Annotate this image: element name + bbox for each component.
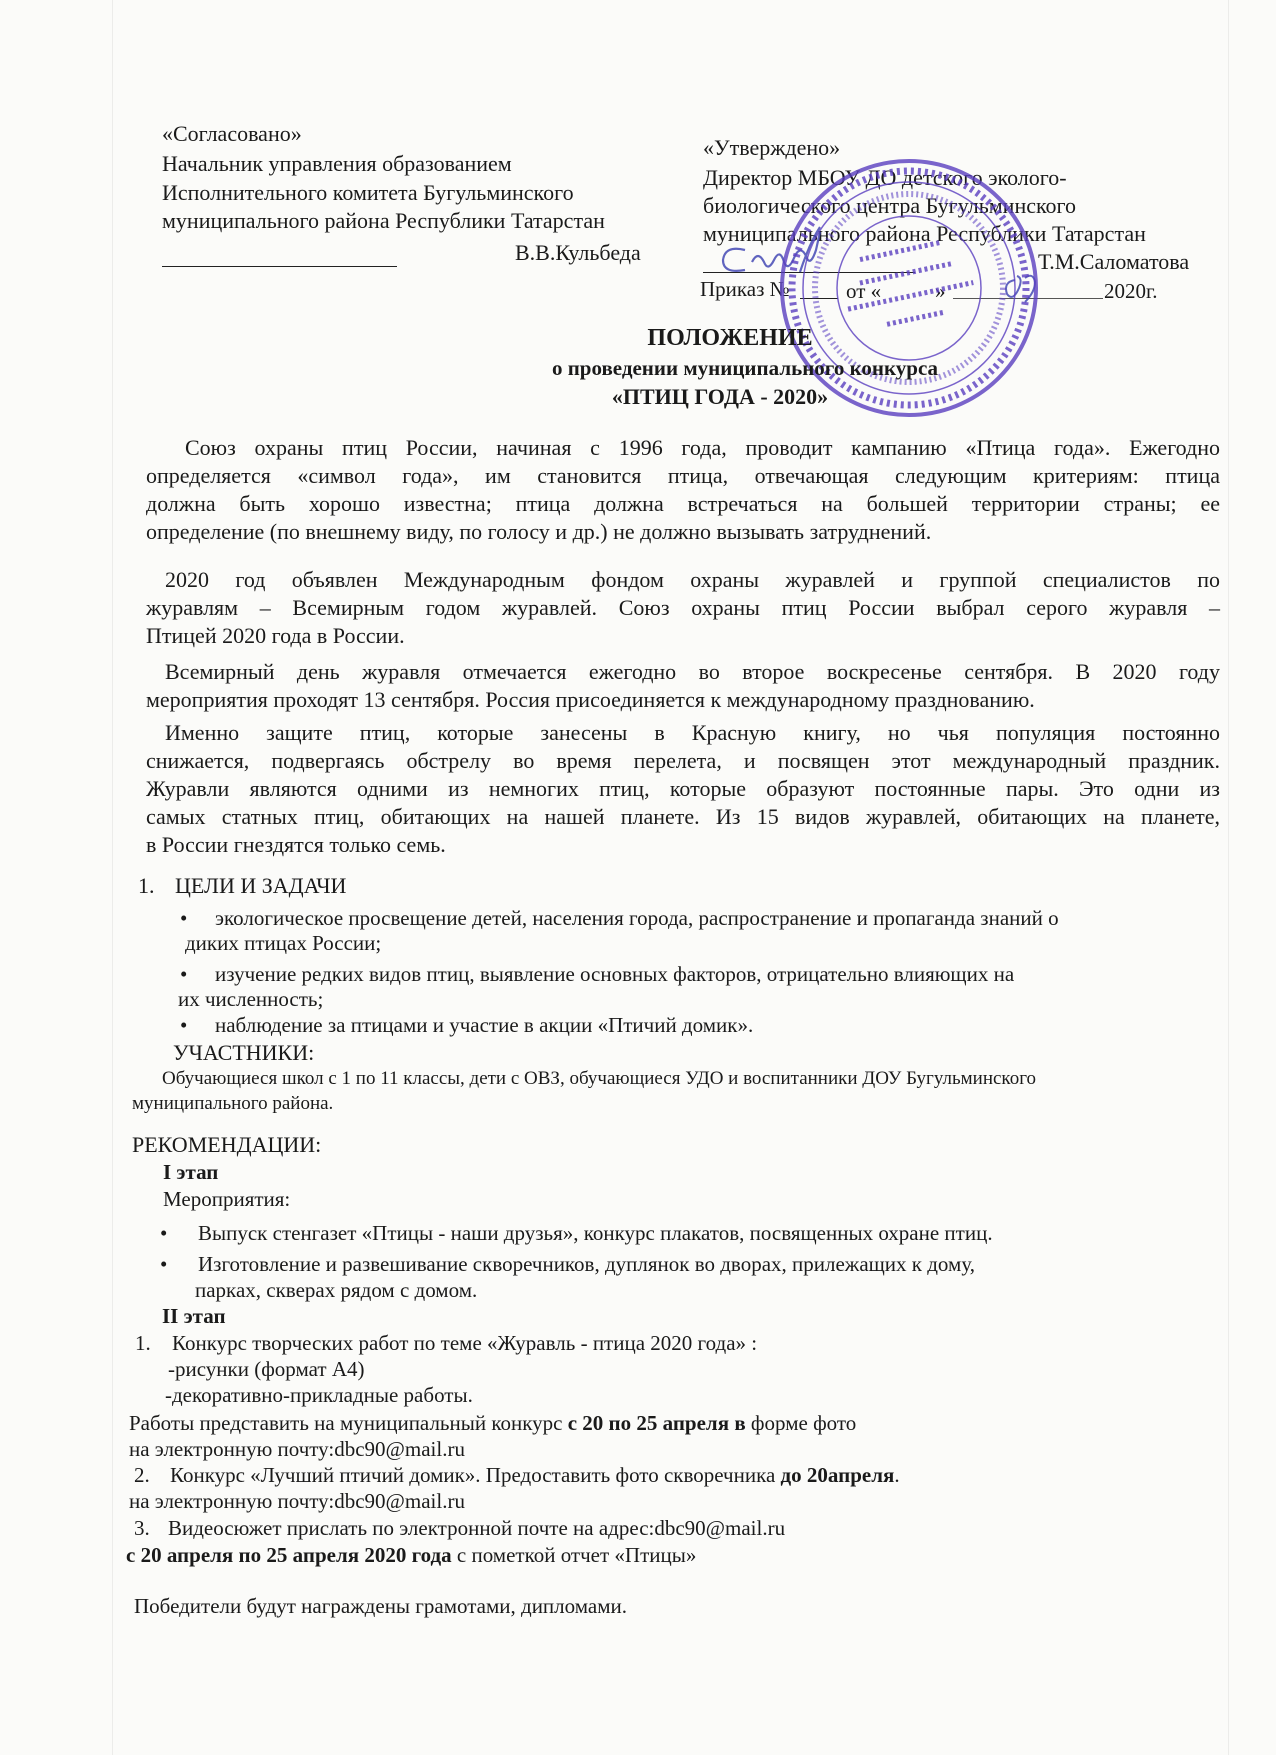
approval-line: Начальник управления образованием — [162, 151, 512, 176]
approval-line: Директор МБОУ ДО детского эколого- — [703, 165, 1067, 190]
text-line: муниципального района. — [132, 1093, 334, 1114]
events-label: Мероприятия: — [163, 1187, 291, 1211]
bold-dates: с 20 по 25 апреля в — [567, 1411, 746, 1435]
text: . — [894, 1463, 900, 1487]
bold-dates: с 20 апреля по 25 апреля 2020 года — [126, 1543, 452, 1567]
list-item: Выпуск стенгазет «Птицы - наши друзья», конкурс плакатов, посвященных охране птиц. — [198, 1221, 993, 1245]
video-dates — [126, 1543, 696, 1567]
email-line: на электронную почту:dbc90@mail.ru — [129, 1437, 465, 1461]
order-year: 2020г. — [1104, 279, 1158, 303]
email-line: на электронную почту:dbc90@mail.ru — [129, 1489, 465, 1513]
text: форме фото — [745, 1411, 857, 1435]
stamp-and-signature — [0, 0, 1276, 500]
list-item: наблюдение за птицами и участие в акции «Птичий домик». — [215, 1013, 754, 1037]
order-prefix: Приказ № — [700, 277, 790, 301]
stage-2-heading: II этап — [162, 1304, 226, 1328]
bullet-icon: • — [180, 962, 188, 986]
order-from: от « — [846, 279, 882, 303]
contest-1-format: -рисунки (формат А4) — [168, 1357, 365, 1381]
list-item: Изготовление и развешивание скворечников, дуплянок во дворах, прилежащих к дому, — [198, 1252, 975, 1276]
approval-label: «Утверждено» — [703, 135, 841, 160]
text-line: Союз охраны птиц России, начиная с 1996 года, проводит кампанию «Птица года». Ежегодно — [185, 435, 1220, 460]
section-number: 1. — [138, 873, 155, 898]
contest-2 — [170, 1463, 900, 1487]
approval-line: муниципального района Республики Татарстан — [162, 208, 605, 233]
order-close: » — [935, 279, 946, 303]
text-line: журавлям – Всемирным годом журавлей. Союз охраны птиц России выбрал серого журавля – — [146, 595, 1220, 620]
bold-deadline: до 20апреля — [780, 1463, 895, 1487]
contest-1-crafts: -декоративно-прикладные работы. — [165, 1383, 473, 1407]
section-heading: РЕКОМЕНДАЦИИ: — [132, 1132, 322, 1157]
bullet-icon: • — [160, 1221, 168, 1245]
contest-1: Конкурс творческих работ по теме «Журавль - птица 2020 года» : — [172, 1331, 758, 1355]
text: с пометкой отчет «Птицы» — [451, 1543, 697, 1567]
list-item-cont: диких птицах России; — [185, 931, 382, 955]
approval-label: «Согласовано» — [162, 121, 302, 146]
list-item-cont: их численность; — [178, 987, 324, 1011]
winners-note: Победители будут награждены грамотами, дипломами. — [134, 1594, 627, 1618]
video-submission: Видеосюжет прислать по электронной почте на адрес:dbc90@mail.ru — [168, 1516, 786, 1540]
stamp-lettering — [838, 238, 978, 332]
approval-line: муниципального района Республики Татарстан — [703, 221, 1146, 246]
text-line: Обучающиеся школ с 1 по 11 классы, дети с ОВЗ, обучающиеся УДО и воспитанники ДОУ Бугульминского — [162, 1068, 1037, 1089]
text-line: определяется «символ года», им становится птица, отвечающая следующим критериям: птица — [146, 463, 1220, 488]
list-item: изучение редких видов птиц, выявление основных факторов, отрицательно влияющих на — [215, 962, 1015, 986]
approval-line: Исполнительного комитета Бугульминского — [162, 180, 574, 205]
bullet-icon: • — [180, 906, 188, 930]
item-number: 3. — [134, 1516, 150, 1540]
text-line: должна быть хорошо известна; птица должна встречаться на большей территории страны; ее — [146, 491, 1220, 516]
title-sub: о проведении муниципального конкурса — [551, 356, 939, 380]
item-number: 1. — [135, 1331, 151, 1355]
text-line: Именно защите птиц, которые занесены в Красную книгу, но чья популяция постоянно — [165, 720, 1220, 745]
text-line: 2020 год объявлен Международным фондом охраны журавлей и группой специалистов по — [165, 567, 1220, 592]
bullet-icon: • — [160, 1252, 168, 1276]
text-line: определение (по внешнему виду, по голосу и др.) не должно вызывать затруднений. — [146, 519, 932, 544]
text: Работы представить на муниципальный конкурс — [129, 1411, 568, 1435]
title-name: «ПТИЦ ГОДА - 2020» — [611, 384, 829, 409]
text-line: снижается, подвергаясь обстрелу во время перелета, и посвящен этот международный праздник. — [146, 748, 1220, 773]
text-line: Птицей 2020 года в России. — [146, 623, 405, 648]
text: Конкурс «Лучший птичий домик». Предоставить фото скворечника — [170, 1463, 781, 1487]
text-line: в России гнездятся только семь. — [146, 832, 446, 857]
text-line: мероприятия проходят 13 сентября. Россия присоединяется к международному празднованию. — [146, 687, 1035, 712]
stage-1-heading: I этап — [163, 1160, 219, 1184]
title-main: ПОЛОЖЕНИЕ — [647, 325, 813, 351]
bullet-icon: • — [180, 1013, 188, 1037]
list-item-cont: парках, скверах рядом с домом. — [195, 1278, 478, 1302]
approval-line: биологического центра Бугульминского — [703, 193, 1077, 218]
date-scrawl — [1006, 276, 1035, 302]
signatory-name: Т.М.Саломатова — [1038, 249, 1190, 274]
works-submission — [129, 1411, 856, 1435]
list-item: экологическое просвещение детей, населения города, распространение и пропаганда знаний о — [215, 906, 1059, 930]
section-heading: УЧАСТНИКИ: — [173, 1040, 315, 1065]
item-number: 2. — [134, 1463, 150, 1487]
signatory-name: В.В.Кульбеда — [515, 240, 641, 265]
section-heading: ЦЕЛИ И ЗАДАЧИ — [175, 873, 347, 898]
text-line: самых статных птиц, обитающих на нашей планете. Из 15 видов журавлей, обитающих на планете, — [146, 804, 1220, 829]
text-line: Журавли являются одними из немногих птиц, которые образуют постоянные пары. Это одни из — [146, 776, 1220, 801]
text-line: Всемирный день журавля отмечается ежегодно во второе воскресенье сентября. В 2020 году — [165, 659, 1220, 684]
